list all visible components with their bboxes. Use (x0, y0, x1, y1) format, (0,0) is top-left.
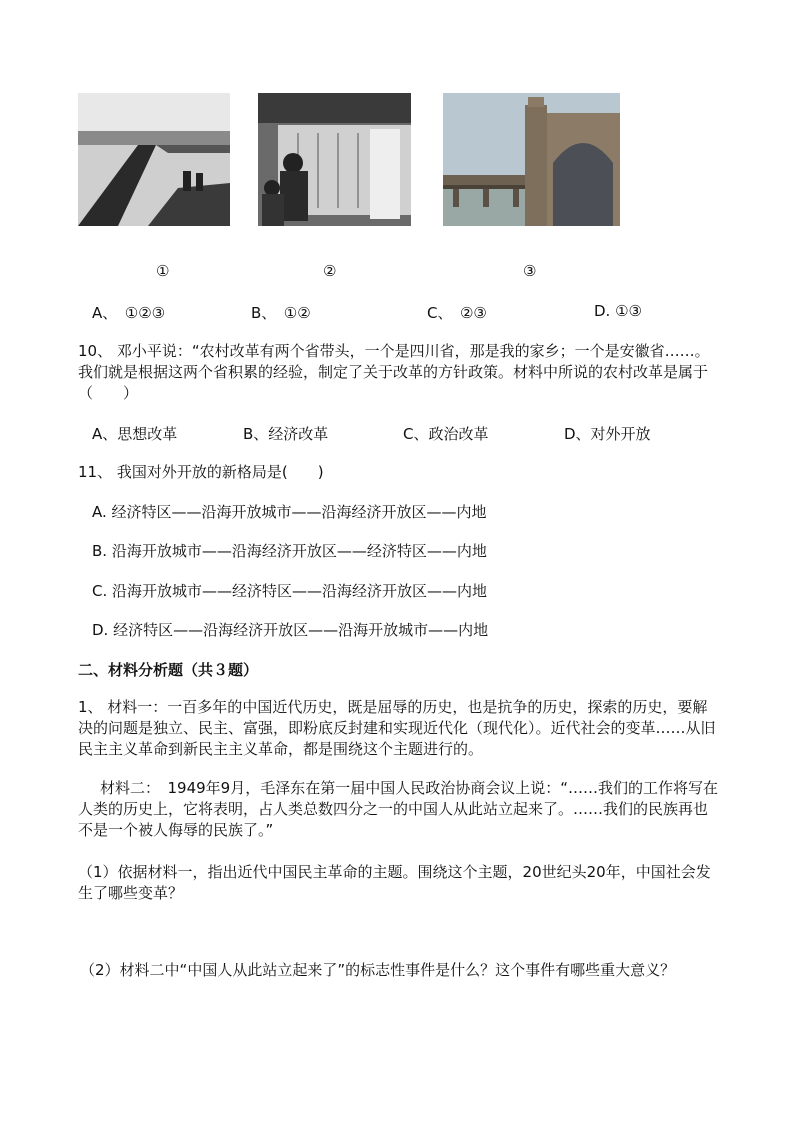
q11-stem: 11、 我国对外开放的新格局是( ) (78, 463, 324, 481)
q11-option-b: B. 沿海开放城市——沿海经济开放区——经济特区——内地 (92, 542, 487, 560)
section-2-title: 二、材料分析题（共３题） (78, 661, 259, 679)
q9-option-c: C、 ②③ (427, 304, 487, 322)
q9-option-b: B、 ①② (251, 304, 311, 322)
q10-option-b: B、经济改革 (243, 425, 329, 443)
q10-option-c: C、政治改革 (403, 425, 489, 443)
photo-caption-2: ② (323, 262, 337, 280)
q11-option-a: A. 经济特区——沿海开放城市——沿海经济开放区——内地 (92, 503, 487, 521)
question-1: （1）依据材料一，指出近代中国民主革命的主题。围绕这个主题，20世纪头20年，中国社会发生了哪些变革？ (78, 863, 711, 902)
q11-option-c: C. 沿海开放城市——经济特区——沿海经济开放区——内地 (92, 582, 488, 600)
q9-option-a: A、 ①②③ (92, 304, 166, 322)
material-2: 材料二： 1949年9月，毛泽东在第一届中国人民政治协商会议上说：“……我们的工作将写在人类的历史上，它将表明，占人类总数四分之一的中国人从此站立起来了。……我们的民族再也不是一个被人侮辱的民族了。” (78, 779, 718, 839)
q10-option-a: A、思想改革 (92, 425, 178, 443)
photo-poster-wall (258, 93, 411, 226)
material-1: 1、 材料一：一百多年的中国近代历史，既是屈辱的历史，也是抗争的历史，探索的历史，要解决的问题是独立、民主、富强，即粉底反封建和实现近代化（现代化）。近代社会的变革……从旧民主主义革命到新民主主义革命，都是围绕这个主题进行的。 (78, 698, 716, 758)
photo-caption-3: ③ (523, 262, 537, 280)
photo-bridge-tower (443, 93, 620, 226)
photo-bridge-construction (78, 93, 230, 226)
photo-caption-1: ① (156, 262, 170, 280)
q10-stem: 10、 邓小平说：“农村改革有两个省带头，一个是四川省，那是我的家乡；一个是安徽省……。我们就是根据这两个省积累的经验，制定了关于改革的方针政策。材料中所说的农村改革是属于（ ） (78, 342, 710, 402)
q10-option-d: D、对外开放 (564, 425, 651, 443)
question-2: （2）材料二中“中国人从此站立起来了”的标志性事件是什么？这个事件有哪些重大意义？ (80, 961, 676, 979)
q9-option-d: D. ①③ (594, 302, 642, 320)
q11-option-d: D. 经济特区——沿海经济开放区——沿海开放城市——内地 (92, 621, 489, 639)
